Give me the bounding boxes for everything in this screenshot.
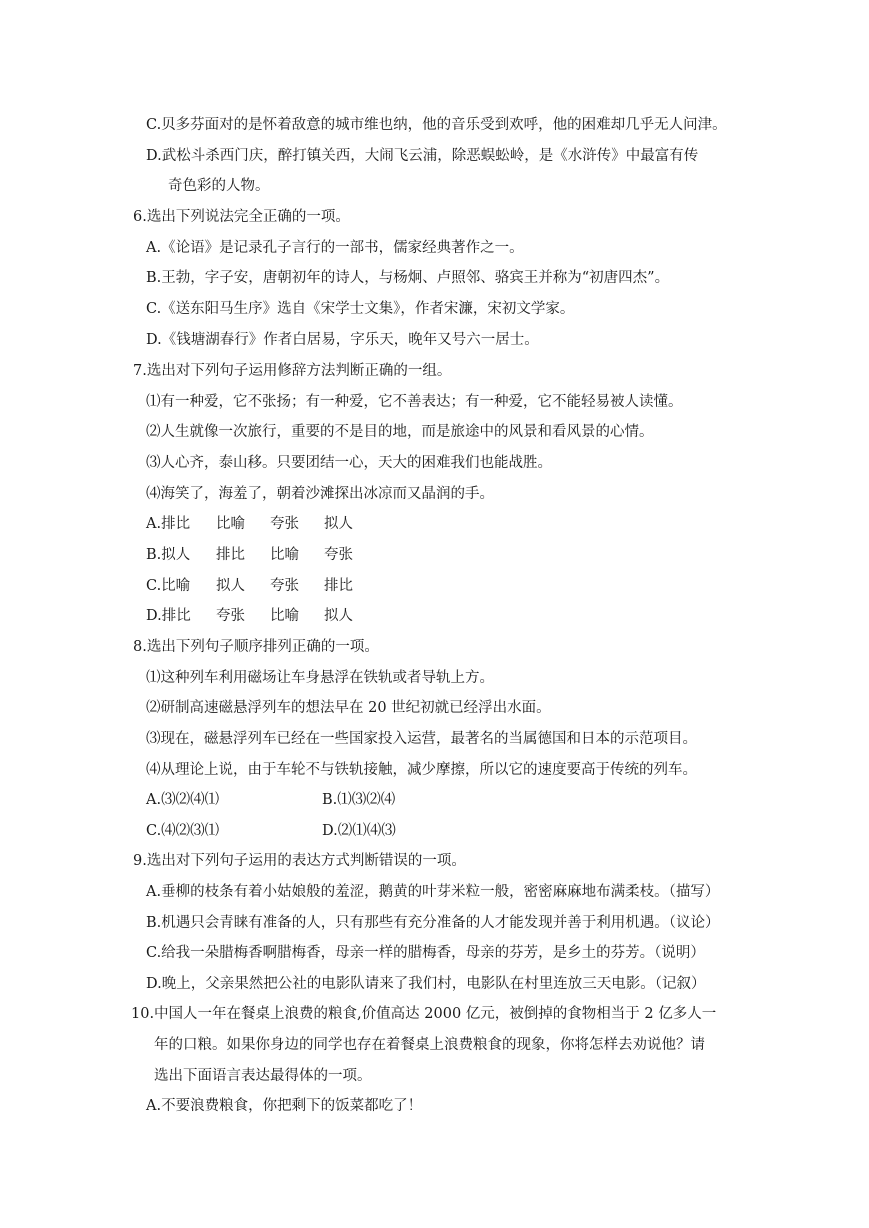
q8-option-b: B.⑴⑶⑵⑷ (322, 792, 396, 808)
q6-option-a: A.《论语》是记录孔子言行的一部书，儒家经典著作之一。 (146, 240, 524, 256)
q7-stem: 7.选出对下列句子运用修辞方法判断正确的一组。 (133, 363, 452, 379)
q7-sentence-2: ⑵人生就像一次旅行，重要的不是目的地，而是旅途中的风景和看风景的心情。 (146, 424, 654, 440)
q7-option-b: B.拟人 排比 比喻 夸张 (146, 547, 353, 563)
q7-sentence-3: ⑶人心齐，泰山移。只要团结一心，天大的困难我们也能战胜。 (146, 455, 552, 471)
q5-option-d: D.武松斗杀西门庆，醉打镇关西，大闹飞云浦，除恶蜈蚣岭，是《水浒传》中最富有传 (146, 148, 699, 164)
q6-option-d: D.《钱塘湖春行》作者白居易，字乐天，晚年又号六一居士。 (146, 332, 539, 348)
q8-stem: 8.选出下列句子顺序排列正确的一项。 (133, 639, 379, 655)
q8-sentence-4: ⑷从理论上说，由于车轮不与铁轨接触，减少摩擦，所以它的速度要高于传统的列车。 (146, 762, 697, 778)
q6-option-c: C.《送东阳马生序》选自《宋学士文集》，作者宋濂，宋初文学家。 (146, 301, 575, 317)
q10-stem-line-3: 选出下面语言表达最得体的一项。 (154, 1068, 372, 1084)
q7-option-d: D.排比 夸张 比喻 拟人 (146, 608, 353, 624)
q8-option-a: A.⑶⑵⑷⑴ (146, 792, 220, 808)
q9-option-b: B.机遇只会青睐有准备的人，只有那些有充分准备的人才能发现并善于利用机遇。（议论） (146, 915, 720, 931)
q7-option-a: A.排比 比喻 夸张 拟人 (146, 516, 353, 532)
q7-sentence-1: ⑴有一种爱，它不张扬；有一种爱，它不善表达；有一种爱，它不能轻易被人读懂。 (146, 394, 683, 410)
q8-options-row-2 (146, 821, 546, 841)
q6-stem: 6.选出下列说法完全正确的一项。 (133, 209, 350, 225)
q8-sentence-1: ⑴这种列车利用磁场让车身悬浮在铁轨或者导轨上方。 (146, 670, 494, 686)
q10-stem-line-2: 年的口粮。如果你身边的同学也存在着餐桌上浪费粮食的现象，你将怎样去劝说他？请 (154, 1037, 705, 1053)
q6-option-b: B.王勃，字子安，唐朝初年的诗人，与杨炯、卢照邻、骆宾王并称为“初唐四杰”。 (146, 270, 670, 286)
q8-sentence-3: ⑶现在，磁悬浮列车已经在一些国家投入运营，最著名的当属德国和日本的示范项目。 (146, 731, 697, 747)
q10-stem-line-1: 10.中国人一年在餐桌上浪费的粮食,价值高达 2000 亿元，被倒掉的食物相当于 2 亿多人一 (131, 1006, 717, 1022)
q5-option-c: C.贝多芬面对的是怀着敌意的城市维也纳，他的音乐受到欢呼，他的困难却几乎无人问津。 (146, 117, 727, 133)
q8-option-d: D.⑵⑴⑷⑶ (322, 823, 396, 839)
q9-option-c: C.给我一朵腊梅香啊腊梅香，母亲一样的腊梅香，母亲的芬芳，是乡土的芬芳。（说明） (146, 945, 705, 961)
q8-option-c: C.⑷⑵⑶⑴ (146, 823, 220, 839)
q8-options-row-1 (146, 790, 546, 810)
q9-stem: 9.选出对下列句子运用的表达方式判断错误的一项。 (133, 853, 466, 869)
q7-option-c: C.比喻 拟人 夸张 排比 (146, 578, 353, 594)
q10-option-a: A.不要浪费粮食，你把剩下的饭菜都吃了！ (146, 1098, 423, 1114)
q9-option-d: D.晚上，父亲果然把公社的电影队请来了我们村，电影队在村里连放三天电影。（记叙） (146, 976, 706, 992)
q9-option-a: A.垂柳的枝条有着小姑娘般的羞涩，鹅黄的叶芽米粒一般，密密麻麻地布满柔枝。（描写） (146, 884, 720, 900)
q8-sentence-2: ⑵研制高速磁悬浮列车的想法早在 20 世纪初就已经浮出水面。 (146, 700, 551, 716)
q5-option-d-continued: 奇色彩的人物。 (168, 178, 270, 194)
q7-sentence-4: ⑷海笑了，海羞了，朝着沙滩探出冰凉而又晶润的手。 (146, 486, 494, 502)
